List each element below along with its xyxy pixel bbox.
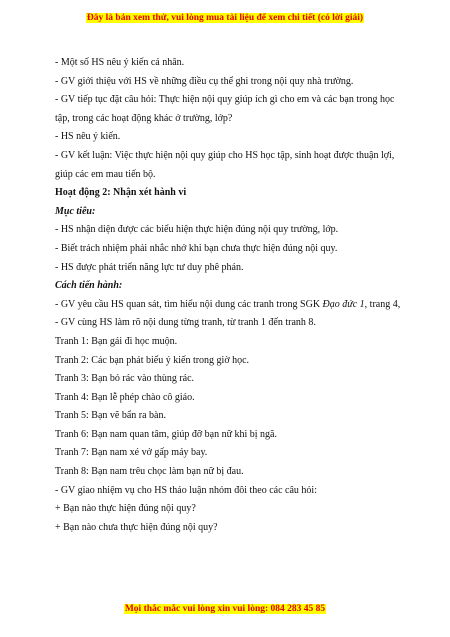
picture-item: Tranh 3: Bạn bỏ rác vào thùng rác. <box>55 373 195 385</box>
picture-item: Tranh 5: Bạn vẽ bẩn ra bàn. <box>55 410 166 422</box>
picture-item: Tranh 6: Bạn nam quan tâm, giúp đỡ bạn nữ khi bị ngã. <box>55 428 277 440</box>
method-step: - GV cùng HS làm rõ nội dung từng tranh, từ tranh 1 đến tranh 8. <box>55 317 316 329</box>
contact-text: Mọi thắc mắc vui lòng xin vui lòng: 084 283 45 85 <box>124 604 326 614</box>
goal-heading: Mục tiêu: <box>55 205 96 217</box>
preview-notice-banner <box>0 13 450 23</box>
question-item: + Bạn nào thực hiện đúng nội quy? <box>55 503 196 515</box>
picture-item: Tranh 7: Bạn nam xé vở gấp máy bay. <box>55 447 208 459</box>
goal-item: - HS nhận diện được các biểu hiện thực hiện đúng nội quy trường, lớp. <box>55 224 339 236</box>
activity-heading: Hoạt động 2: Nhận xét hành vi <box>55 187 187 199</box>
paragraph: - GV tiếp tục đặt câu hỏi: Thực hiện nội quy giúp ích gì cho em và các bạn trong học tập, trong các hoạt động khác ở trường, lớp? <box>55 94 395 124</box>
method-heading: Cách tiến hành: <box>55 280 123 292</box>
method-step <box>55 296 401 315</box>
picture-item: Tranh 1: Bạn gái đi học muộn. <box>55 335 178 347</box>
book-title: Đạo đức 1 <box>322 298 365 310</box>
preview-notice-text: Đây là bản xem thử, vui lòng mua tài liệu để xem chi tiết (có lời giải) <box>86 13 364 23</box>
picture-item: Tranh 2: Các bạn phát biểu ý kiến trong giờ học. <box>55 354 250 366</box>
step-text: - GV yêu cầu HS quan sát, tìm hiểu nội dung các tranh trong SGK <box>55 298 323 310</box>
picture-item: Tranh 4: Bạn lễ phép chào cô giáo. <box>55 391 195 403</box>
document-body <box>55 54 401 537</box>
question-item: + Bạn nào chưa thực hiện đúng nội quy? <box>55 521 218 533</box>
paragraph: - HS nêu ý kiến. <box>55 131 121 143</box>
paragraph: - Một số HS nêu ý kiến cá nhân. <box>55 57 185 68</box>
goal-item: - Biết trách nhiệm phải nhắc nhở khi bạn chưa thực hiện đúng nội quy. <box>55 242 338 254</box>
goal-item: - HS được phát triển năng lực tư duy phê phán. <box>55 261 244 273</box>
picture-item: Tranh 8: Bạn nam trêu chọc làm bạn nữ bị đau. <box>55 466 244 478</box>
step-text-end: , trang 4, <box>364 298 401 310</box>
task-item: - GV giao nhiệm vụ cho HS thảo luận nhóm đôi theo các câu hỏi: <box>55 484 317 496</box>
paragraph: - GV kết luận: Việc thực hiện nội quy giúp cho HS học tập, sinh hoạt được thuận lợi, giúp các em mau tiến bộ. <box>55 149 395 180</box>
paragraph: - GV giới thiệu với HS về những điều cụ thể ghi trong nội quy nhà trường. <box>55 75 354 87</box>
contact-banner <box>0 604 450 614</box>
